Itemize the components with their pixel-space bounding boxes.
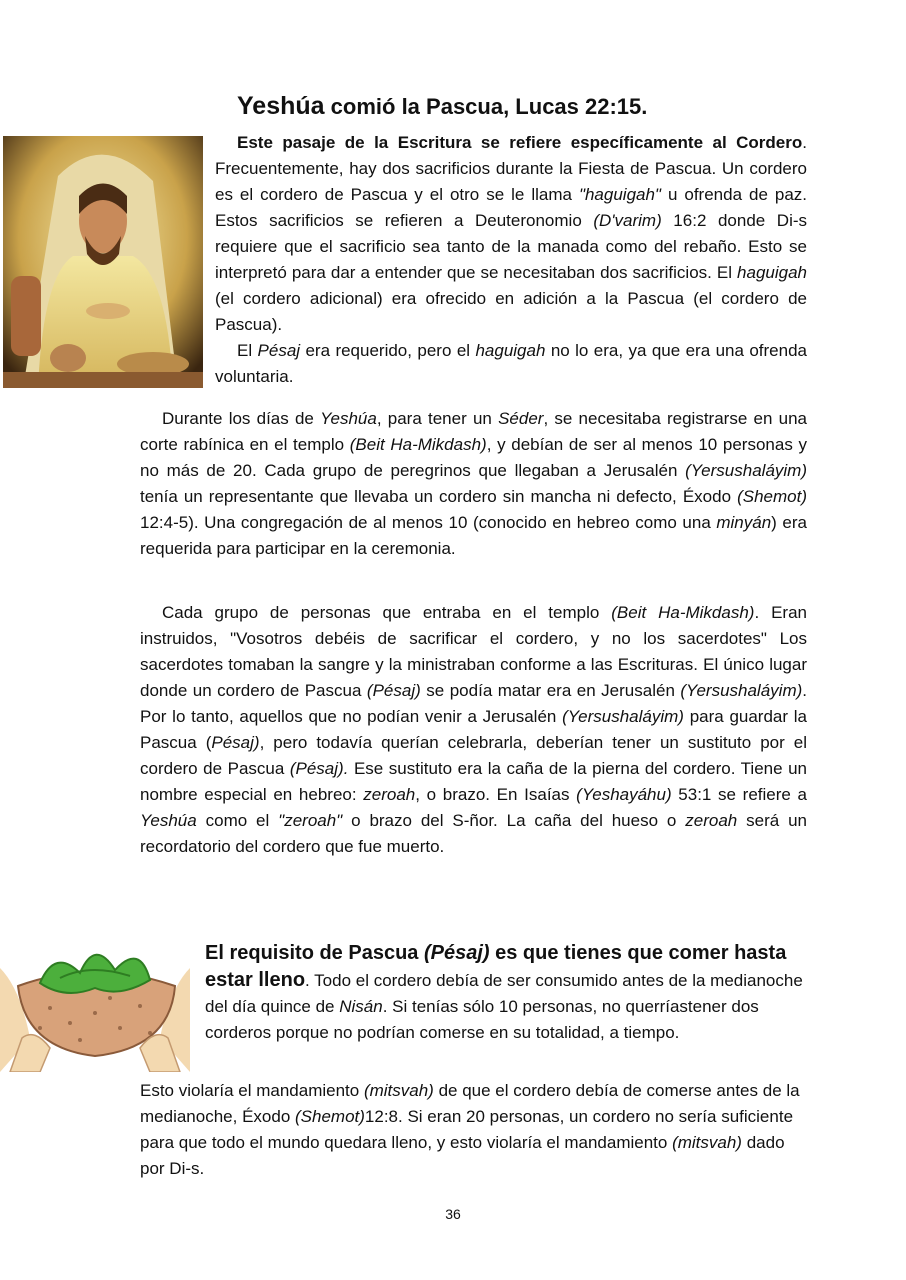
matzah-herbs-image [0, 928, 190, 1072]
mitsvah-paragraph: Esto violaría el mandamiento (mitsvah) de que el cordero debía de comerse antes de la medianoche, Éxodo (Shemot)12:8. Si eran 20 personas, un cordero no sería suficiente para que todo el mundo quedara lleno, y esto violaría el mandamiento (mitsvah) dado por Di-s. [140, 1081, 800, 1178]
pesaj-paragraph: El Pésaj era requerido, pero el haguigah no lo era, ya que era una ofrenda voluntaria. [215, 341, 807, 386]
jesus-breaking-bread-image [3, 136, 203, 388]
intro-paragraph: Este pasaje de la Escritura se refiere específicamente al Cordero. Frecuentemente, hay dos sacrificios durante la Fiesta de Pascua. Un cordero es el cordero de Pascua y el otro se le llama "haguigah" u ofrenda de paz. Estos sacrificios se refieren a Deuteronomio (D'varim) 16:2 donde Di-s requiere que el sacrificio sea tanto de la manada como del rebaño. Esto se interpretó para dar a entender que se necesitaban dos sacrificios. El haguigah (el cordero adicional) era ofrecido en adición a la Pascua (el cordero de Pascua). El Pésaj era requerido, pero el haguigah no lo era, ya que era una ofrenda voluntaria. [215, 130, 807, 390]
seder-paragraph: Durante los días de Yeshúa, para tener un Séder, se necesitaba registrarse en una corte rabínica en el templo (Beit Ha-Mikdash), y debían de ser al menos 10 personas y no más de 20. Cada grupo de peregrinos que llegaban a Jerusalén (Yersushaláyim) tenía un representante que llevaba un cordero sin mancha ni defecto, Éxodo (Shemot) 12:4-5). Una congregación de al menos 10 (conocido en hebreo como una minyán) era requerida para participar en la ceremonia. [140, 409, 807, 558]
requirement-paragraph: El requisito de Pascua (Pésaj) es que tienes que comer hasta estar lleno. Todo el cordero debía de ser consumido antes de la medianoche del día quince de Nisán. Si tenías sólo 10 personas, no querríastener dos corderos porque no podrían comerse en su totalidad, a tiempo. [205, 942, 803, 1042]
temple-paragraph: Cada grupo de personas que entraba en el templo (Beit Ha-Mikdash). Eran instruidos, "Vosotros debéis de sacrificar el cordero, y no los sacerdotes" Los sacerdotes tomaban la sangre y la ministraban conforme a las Escrituras. El único lugar donde un cordero de Pascua (Pésaj) se podía matar era en Jerusalén (Yersushaláyim). Por lo tanto, aquellos que no podían venir a Jerusalén (Yersushaláyim) para guardar la Pascua (Pésaj), pero todavía querían celebrarla, deberían tener un sustituto por el cordero de Pascua (Pésaj). Ese sustituto era la caña de la pierna del cordero. Tiene un nombre especial en hebreo: zeroah, o brazo. En Isaías (Yeshayáhu) 53:1 se refiere a Yeshúa como el "zeroah" o brazo del S-ñor. La caña del hueso o zeroah será un recordatorio del cordero que fue muerto. [140, 603, 808, 856]
page-number: 36 [445, 1206, 461, 1222]
page-title: Yeshúa comió la Pascua, Lucas 22:15. [237, 92, 648, 120]
